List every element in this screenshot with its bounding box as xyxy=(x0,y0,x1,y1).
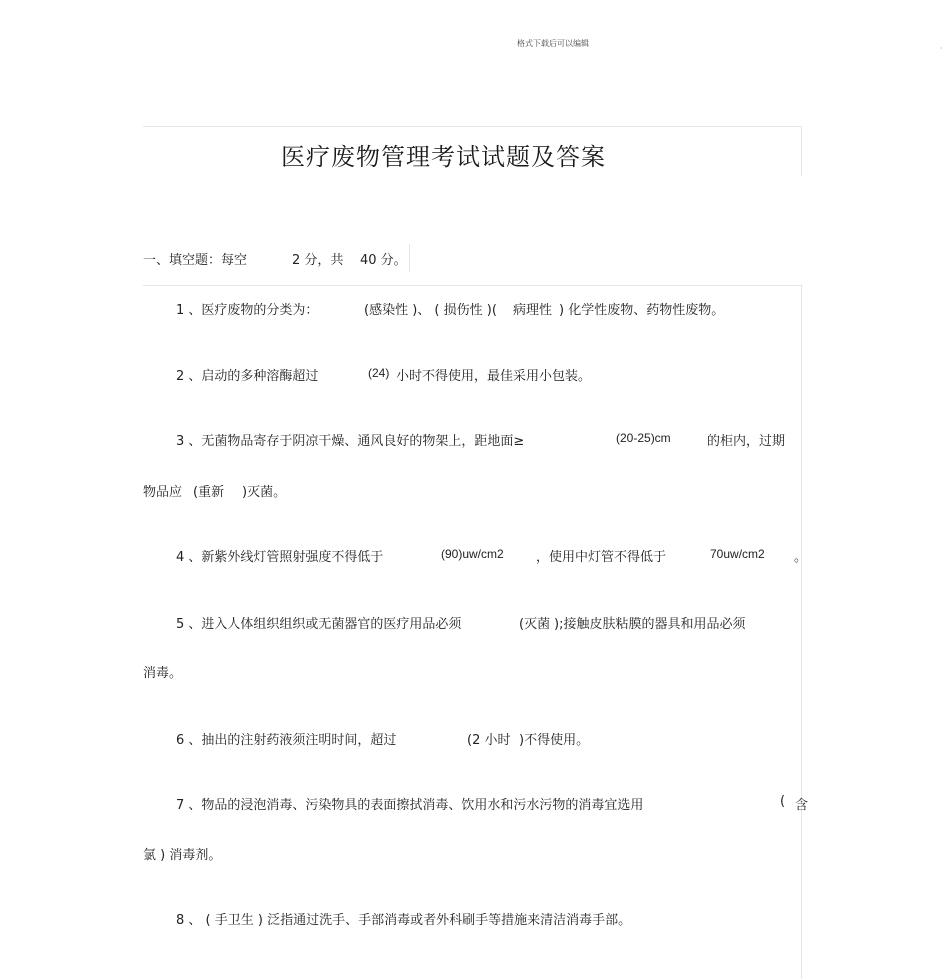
section-right-rule xyxy=(409,244,410,272)
question-4-answer-2: 70uw/cm2 xyxy=(710,547,765,561)
question-3-line2-b: (重新 xyxy=(193,485,225,500)
question-4-mid: ，使用中灯管不得低于 xyxy=(536,550,667,565)
question-2-text: 2 、启动的多种溶酶超过 xyxy=(176,369,319,384)
question-7-line2: 氯 ) 消毒剂。 xyxy=(143,848,222,863)
question-6-tail: )不得使用。 xyxy=(519,733,590,748)
title-top-rule xyxy=(143,126,802,127)
question-2-tail: 小时不得使用，最佳采用小包装。 xyxy=(396,369,592,384)
question-5-tail: );接触皮肤粘膜的器具和用品必须 xyxy=(554,617,746,632)
question-3-tail: 的柜内，过期 xyxy=(707,434,786,449)
section-total: 40 分。 xyxy=(360,253,407,268)
question-3-line2-a: 物品应 xyxy=(143,485,183,500)
question-8-text: 8 、 ( 手卫生 ) 泛指通过洗手、手部消毒或者外科刷手等措施来清洁消毒手部。 xyxy=(176,913,632,928)
question-5-line2: 消毒。 xyxy=(143,666,183,681)
question-1-blank-3: 病理性 xyxy=(513,303,553,318)
question-4-tail: 。 xyxy=(794,550,808,565)
question-7-answer-char: 含 xyxy=(795,798,809,813)
question-2-answer: (24) xyxy=(368,366,390,380)
question-1-blanks: (感染性 )、 ( 损伤性 )( xyxy=(364,303,497,318)
question-4-answer-1: (90)uw/cm2 xyxy=(441,547,504,561)
question-4-text: 4 、新紫外线灯管照射强度不得低于 xyxy=(176,550,384,565)
question-3-line2-c: )灭菌。 xyxy=(242,485,287,500)
section-label: 一、填空题：每空 xyxy=(143,253,248,268)
question-6-answer: (2 小时 xyxy=(467,733,511,748)
question-7-text: 7 、物品的浸泡消毒、污染物具的表面擦拭消毒、饮用水和污水污物的消毒宜选用 xyxy=(176,798,644,813)
body-right-rule xyxy=(801,285,802,979)
section-points: 2 分，共 xyxy=(292,253,344,268)
question-5-answer: (灭菌 xyxy=(519,617,551,632)
question-6-text: 6 、抽出的注射药液须注明时间，超过 xyxy=(176,733,397,748)
question-1-text: 1 、医疗废物的分类为： xyxy=(176,303,319,318)
question-1-tail: ) 化学性废物、药物性废物。 xyxy=(559,303,725,318)
document-title: 医疗废物管理考试试题及答案 xyxy=(281,143,606,171)
question-3-answer: (20-25)cm xyxy=(616,431,671,445)
question-3-text: 3 、无菌物品寄存于阴凉干燥、通风良好的物架上，距地面≥ xyxy=(176,434,525,449)
question-5-text: 5 、进入人体组织组织或无菌器官的医疗用品必须 xyxy=(176,617,462,632)
edge-mark: · xyxy=(940,44,943,53)
page-header-note: 格式下载后可以编辑 xyxy=(517,39,589,48)
question-7-answer-open: ( xyxy=(780,794,786,809)
body-top-rule xyxy=(143,285,802,286)
title-right-rule xyxy=(801,126,802,176)
